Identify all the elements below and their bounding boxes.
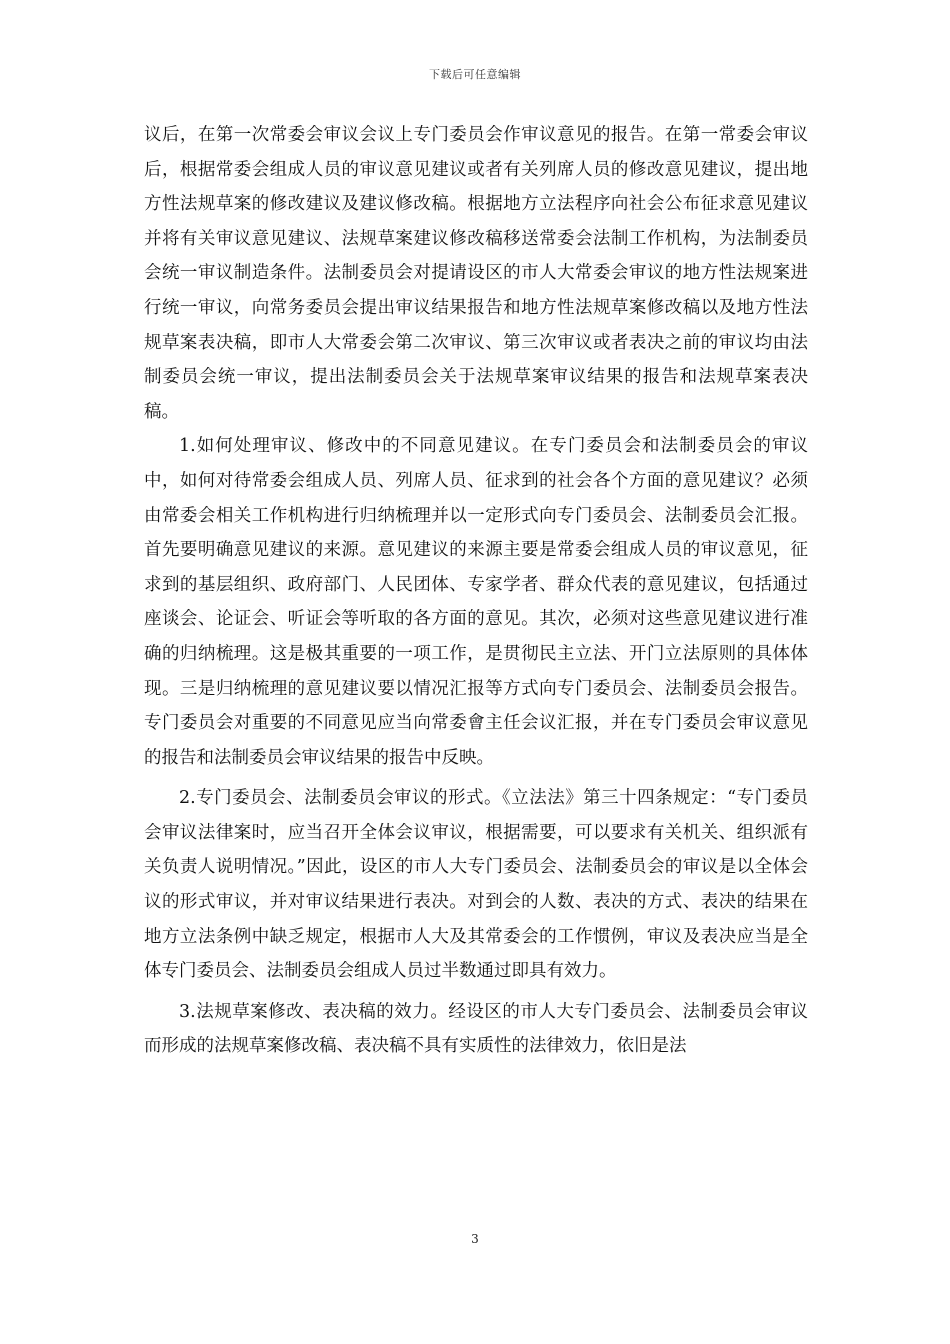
paragraph-item-3: 3.法规草案修改、表决稿的效力。经设区的市人大专门委员会、法制委员会审议而形成的法规草案修改稿、表决稿不具有实质性的法律效力，依旧是法 — [144, 1001, 808, 1057]
paragraph-item-2: 2.专门委员会、法制委员会审议的形式。《立法法》第三十四条规定：“专门委员会审议法律案时，应当召开全体会议审议，根据需要，可以要求有关机关、组织派有关负责人说明情况。”因此，设区的市人大专门委员会、法制委员会的审议是以全体会议的形式审议，并对审议结果进行表决。对到会的人数、表决的方式、表决的结果在地方立法条例中缺乏规定，根据市人大及其常委会的工作惯例，审议及表决应当是全体专门委员会、法制委员会组成人员过半数通过即具有效力。 — [144, 788, 808, 982]
paragraph-continuation: 议后，在第一次常委会审议会议上专门委员会作审议意见的报告。在第一常委会审议后，根据常委会组成人员的审议意见建议或者有关列席人员的修改意见建议，提出地方性法规草案的修改建议及建议修改稿。根据地方立法程序向社会公布征求意见建议并将有关审议意见建议、法规草案建议修改稿移送常委会法制工作机构，为法制委员会统一审议制造条件。法制委员会对提请设区的市人大常委会审议的地方性法规案进行统一审议，向常务委员会提出审议结果报告和地方性法规草案修改稿以及地方性法规草案表决稿，即市人大常委会第二次审议、第三次审议或者表决之前的审议均由法制委员会统一审议，提出法制委员会关于法规草案审议结果的报告和法规草案表决稿。 — [144, 125, 808, 422]
paragraph-item-1: 1.如何处理审议、修改中的不同意见建议。在专门委员会和法制委员会的审议中，如何对待常委会组成人员、列席人员、征求到的社会各个方面的意见建议？必须由常委会相关工作机构进行归纳梳理并以一定形式向专门委员会、法制委员会汇报。首先要明确意见建议的来源。意见建议的来源主要是常委会组成人员的审议意见，征求到的基层组织、政府部门、人民团体、专家学者、群众代表的意见建议，包括通过座谈会、论证会、听证会等听取的各方面的意见。其次，必须对这些意见建议进行准确的归纳梳理。这是极其重要的一项工作，是贯彻民主立法、开门立法原则的具体体现。三是归纳梳理的意见建议要以情况汇报等方式向专门委员会、法制委员会报告。专门委员会对重要的不同意见应当向常委會主任会议汇报，并在专门委员会审议意见的报告和法制委员会审议结果的报告中反映。 — [144, 436, 808, 768]
body-text — [144, 118, 808, 1064]
page-header: 下载后可任意编辑 — [429, 68, 521, 81]
page-number: 3 — [471, 1232, 479, 1246]
